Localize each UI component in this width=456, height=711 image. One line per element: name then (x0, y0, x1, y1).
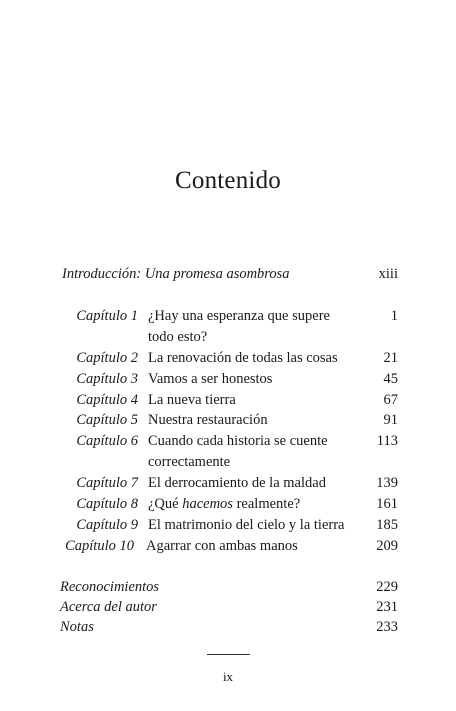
toc-page-number: xiii (378, 266, 398, 282)
toc-entry-title: Nuestra restauración (148, 412, 268, 428)
toc-page-number: 209 (376, 538, 398, 554)
toc-entry-label: Capítulo 5 (76, 412, 138, 428)
toc-entry-title: Agarrar con ambas manos (146, 538, 298, 554)
toc-entry-label: Capítulo 7 (76, 475, 138, 491)
toc-entry-label: Capítulo 6 (76, 433, 138, 449)
toc-page-number: 139 (376, 475, 398, 491)
toc-entry-label: Acerca del autor (60, 599, 157, 615)
toc-page-number: 185 (376, 517, 398, 533)
toc-page-number: 113 (376, 433, 398, 449)
toc-page-number: 45 (383, 371, 398, 387)
toc-title-prefix: ¿Qué (148, 496, 183, 512)
toc-page-number: 229 (376, 579, 398, 595)
page-number: ix (222, 669, 234, 684)
toc-page-number: 21 (383, 350, 398, 366)
toc-entry-label: Reconocimientos (60, 579, 160, 595)
toc-entry-title: Vamos a ser honestos (148, 371, 273, 387)
toc-entry-title (148, 494, 368, 514)
toc-entry-title: Cuando cada historia se cuente (148, 433, 328, 449)
toc-entry-label: Capítulo 3 (76, 371, 138, 387)
toc-entry-label: Capítulo 9 (76, 517, 138, 533)
toc-page-number: 67 (383, 392, 398, 408)
toc-entry-label: Capítulo 10 (65, 538, 134, 554)
toc-entry-label: Capítulo 8 (76, 496, 138, 512)
toc-entry-title: El matrimonio del cielo y la tierra (148, 517, 345, 533)
toc-page-number: 1 (390, 308, 398, 324)
toc-entry-title: correctamente (148, 454, 231, 470)
toc-entry-title: La nueva tierra (148, 392, 236, 408)
toc-page-number: 231 (376, 599, 398, 615)
toc-title-suffix: realmente? (232, 496, 301, 512)
toc-title-emphasis: hacemos (182, 496, 233, 512)
page-title: Contenido (175, 167, 281, 194)
toc-entry-title: todo esto? (148, 329, 208, 345)
toc-entry-title: El derrocamiento de la maldad (148, 475, 326, 491)
toc-entry-label: Notas (60, 619, 94, 635)
toc-entry-label: Capítulo 2 (76, 350, 138, 366)
toc-entry-label: Capítulo 1 (76, 308, 138, 324)
toc-entry-label: Introducción: Una promesa asombrosa (62, 266, 290, 282)
toc-entry-title: ¿Hay una esperanza que supere (148, 308, 330, 324)
toc-page-number: 161 (376, 496, 398, 512)
toc-page-number: 91 (383, 412, 398, 428)
toc-entry-label: Capítulo 4 (76, 392, 138, 408)
footer-rule (207, 654, 250, 655)
toc-entry-title: La renovación de todas las cosas (148, 350, 338, 366)
toc-page-number: 233 (376, 619, 398, 635)
